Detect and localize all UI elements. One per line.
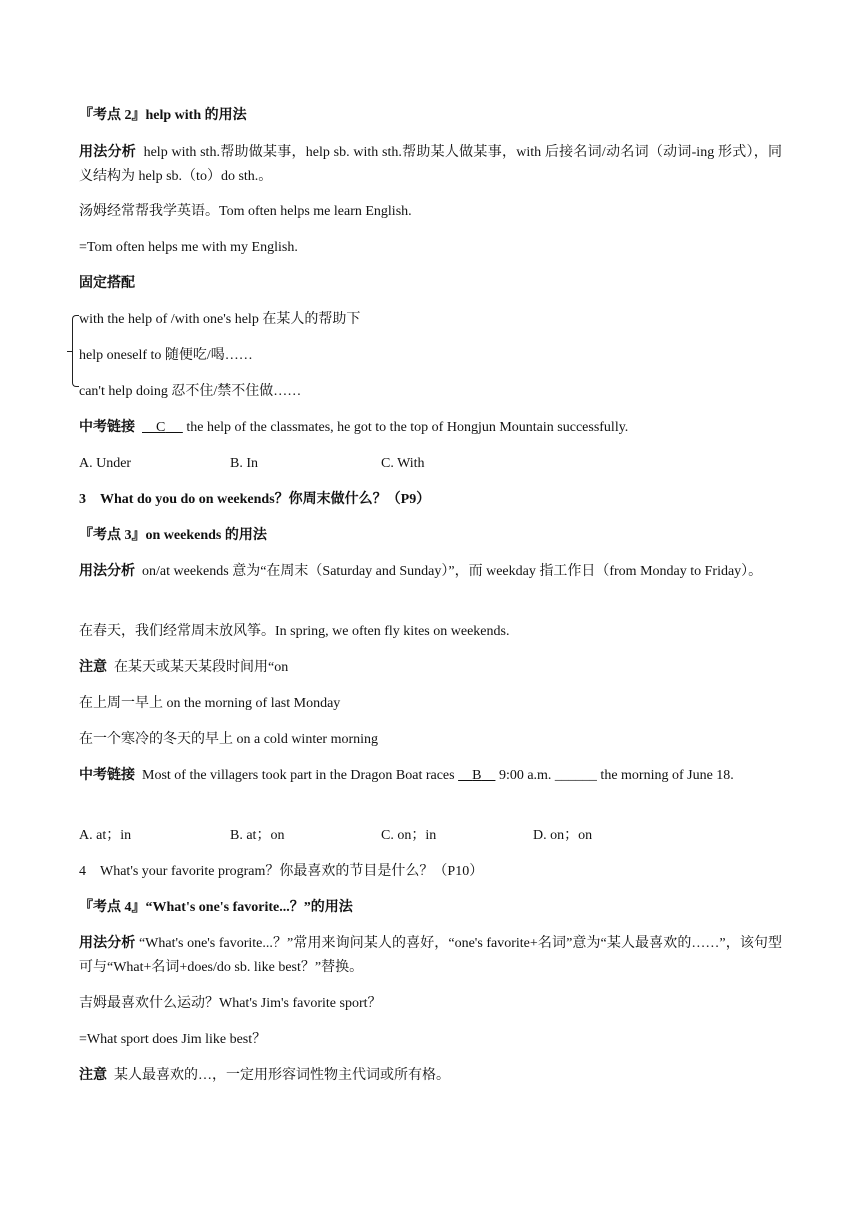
kp3-option-b: B. at；on <box>230 828 285 843</box>
kp4-analysis <box>79 932 782 980</box>
item3-heading: 3 What do you do on weekends？你周末做什么？（P9） <box>79 492 431 507</box>
kp2-phrase-3: can't help doing 忍不住/禁不住做…… <box>79 384 302 399</box>
kp2-exam-link <box>79 416 782 440</box>
kp2-option-a: A. Under <box>79 456 132 471</box>
kp2-analysis-text: help with sth.帮助做某事，help sb. with sth.帮助某人做某事，with 后接名词/动名词（动词-ing 形式），同义结构为 help sb.（to）do sth.。 <box>79 145 783 184</box>
kp2-link-rest: the help of the classmates, he got to the top of Hongjun Mountain successfully. <box>186 420 629 435</box>
kp2-fixed-label: 固定搭配 <box>79 276 135 291</box>
kp4-analysis-label: 用法分析 <box>79 936 136 951</box>
kp2-example-2: =Tom often helps me with my English. <box>79 240 298 255</box>
kp4-note-text: 某人最喜欢的…，一定用形容词性物主代词或所有格。 <box>114 1068 450 1083</box>
kp3-note-label: 注意 <box>79 660 107 675</box>
kp4-title: 『考点 4』“What's one's favorite...？”的用法 <box>79 900 353 915</box>
kp4-analysis-text: “What's one's favorite...？”常用来询问某人的喜好，“one's favorite+名词”意为“某人最喜欢的……”，该句型可与“What+名词+does/do sb. like best？”替换。 <box>79 936 782 975</box>
kp3-link-answer: B <box>472 768 482 783</box>
kp2-phrase-1: with the help of /with one's help 在某人的帮助下 <box>79 312 361 327</box>
kp2-option-c: C. With <box>381 456 425 471</box>
kp3-link-label: 中考链接 <box>79 768 135 783</box>
kp3-link-mid: 9:00 a.m. ______ the morning of June 18. <box>498 768 734 783</box>
kp4-note-label: 注意 <box>79 1068 107 1083</box>
kp3-exam-link <box>79 764 782 788</box>
kp3-title: 『考点 3』on weekends 的用法 <box>79 528 267 543</box>
kp3-analysis-text: on/at weekends 意为“在周末（Saturday and Sunday）”，而 weekday 指工作日（from Monday to Friday）。 <box>142 564 763 579</box>
kp2-option-b: B. In <box>230 456 258 471</box>
kp3-note <box>79 656 782 680</box>
kp2-example-1: 汤姆经常帮我学英语。Tom often helps me learn English. <box>79 204 412 219</box>
kp3-analysis <box>79 560 782 584</box>
kp2-analysis-label: 用法分析 <box>79 145 137 160</box>
kp3-example-3: 在一个寒冷的冬天的早上 on a cold winter morning <box>79 732 379 747</box>
kp3-analysis-label: 用法分析 <box>79 564 135 579</box>
kp4-example-1: 吉姆最喜欢什么运动？What's Jim's favorite sport？ <box>79 996 382 1011</box>
kp2-analysis <box>79 141 782 189</box>
item4-heading: 4 What's your favorite program？你最喜欢的节目是什么？（P10） <box>79 864 484 879</box>
kp3-link-pre: Most of the villagers took part in the Dragon Boat races <box>142 768 455 783</box>
kp2-link-answer: C <box>156 420 166 435</box>
kp2-link-label: 中考链接 <box>79 420 135 435</box>
kp3-option-a: A. at；in <box>79 828 132 843</box>
kp3-example-1: 在春天，我们经常周末放风筝。In spring, we often fly kites on weekends. <box>79 624 510 639</box>
kp3-example-2: 在上周一早上 on the morning of last Monday <box>79 696 341 711</box>
kp3-option-d: D. on；on <box>533 828 593 843</box>
kp2-phrase-2: help oneself to 随便吃/喝…… <box>79 348 253 363</box>
kp3-option-c: C. on；in <box>381 828 437 843</box>
kp4-note <box>79 1064 782 1088</box>
kp2-title: 『考点 2』help with 的用法 <box>79 108 247 123</box>
kp3-note-text: 在某天或某天某段时间用“on <box>114 660 289 675</box>
kp4-example-2: =What sport does Jim like best？ <box>79 1032 267 1047</box>
phrase-brace <box>72 315 79 387</box>
